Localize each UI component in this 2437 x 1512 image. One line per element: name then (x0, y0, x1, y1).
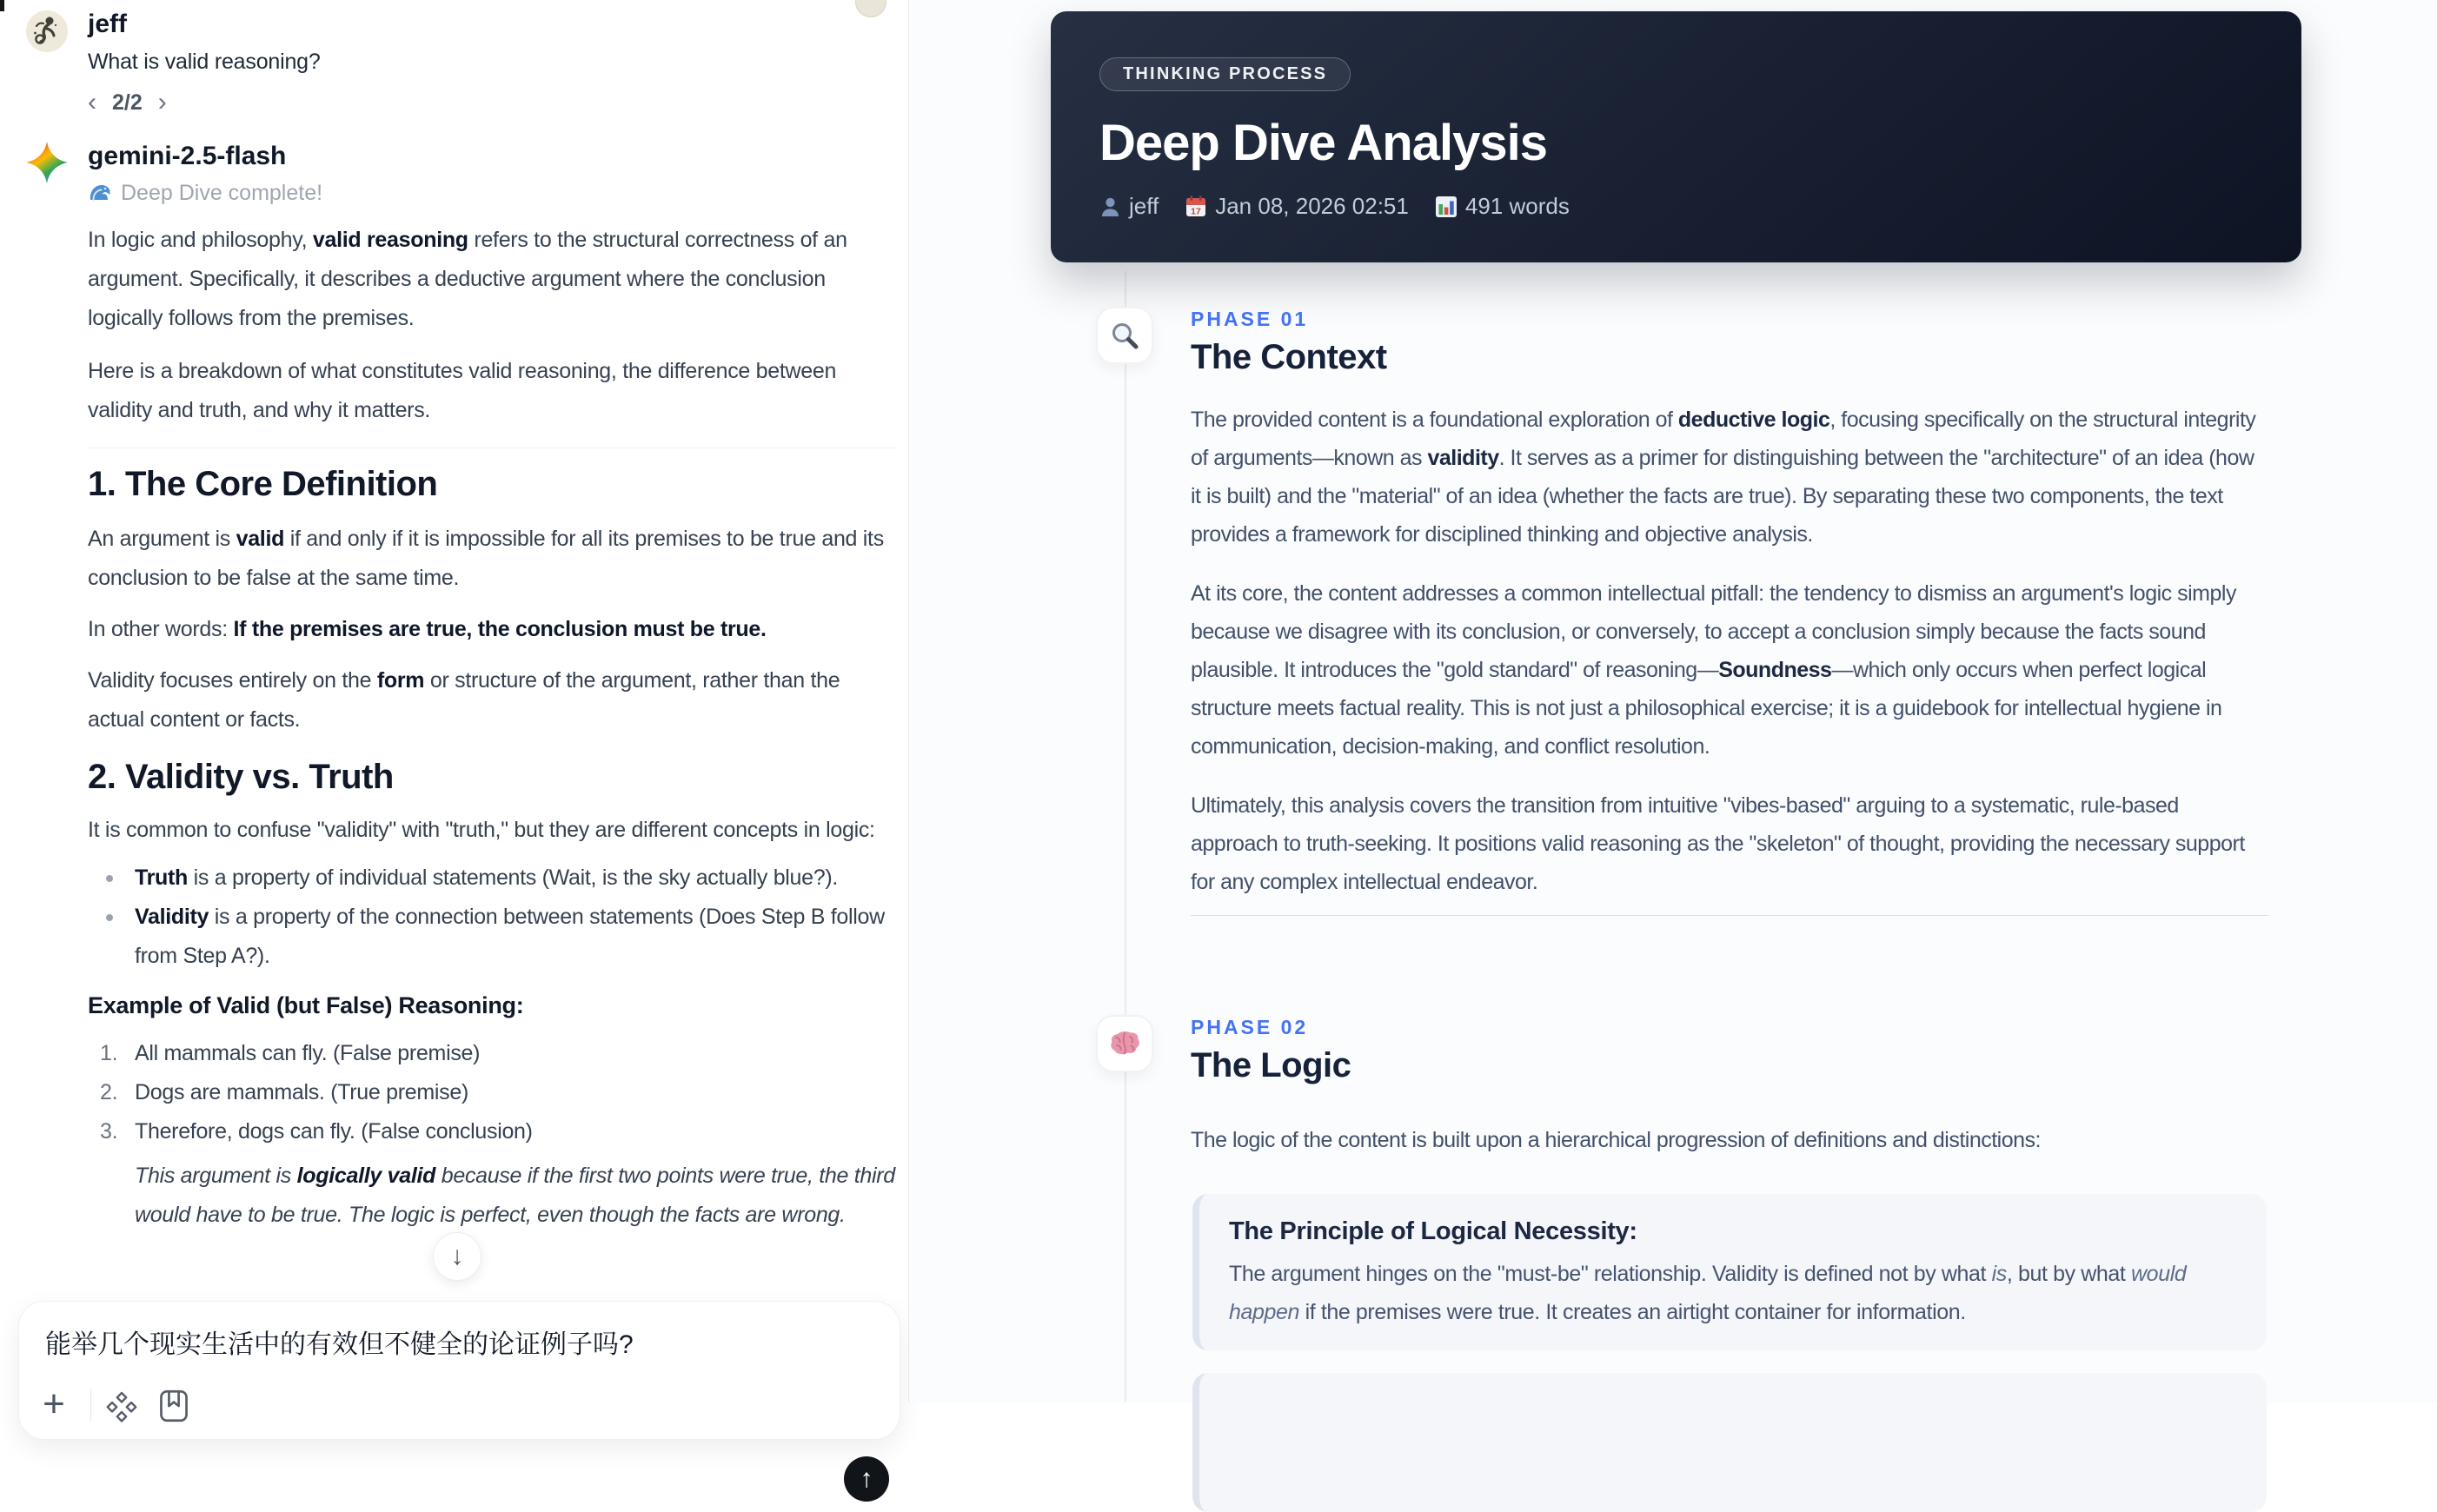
sketch-figure-icon (26, 10, 68, 52)
bullet-dot (106, 875, 113, 882)
italic-note: This argument is logically valid because if the first two points were true, the third would have to be true. The logic is perfect, even though the facts are wrong. (135, 1164, 895, 1227)
model-tools-button[interactable] (104, 1389, 139, 1423)
paragraph: Here is a breakdown of what constitutes valid reasoning, the difference between validity and truth, and why it matters. (88, 359, 837, 422)
list-item: 3. Therefore, dogs can fly. (False conclusion) (100, 1119, 533, 1144)
phase-label: PHASE 01 (1191, 308, 1309, 330)
phase-section-2 (910, 1015, 2437, 1512)
callout-title: The Principle of Logical Necessity: (1229, 1217, 1637, 1245)
chart-icon (1435, 196, 1458, 218)
phase1-content (1191, 307, 2268, 916)
phase-label: PHASE 02 (1191, 1016, 1309, 1038)
composer-input[interactable]: 能举几个现实生活中的有效但不健全的论证例子吗? (45, 1330, 634, 1359)
deep-dive-panel (910, 0, 2437, 1403)
user-icon (1099, 196, 1121, 218)
list-item: 1. All mammals can fly. (False premise) (100, 1041, 481, 1065)
paragraph: Validity focuses entirely on the form or structure of the argument, rather than the actual content or facts. (88, 668, 840, 732)
paragraph: In other words: If the premises are true, the conclusion must be true. (88, 617, 767, 641)
phase2-icon-card (1096, 1015, 1153, 1072)
ordered-list (88, 1034, 896, 1151)
user-message (88, 9, 896, 116)
list-item: Truth is a property of individual statements (Wait, is the sky actually blue?). (88, 859, 896, 898)
toolbar-divider (90, 1389, 91, 1422)
phase-divider (1191, 915, 2268, 916)
phase-title: The Logic (1191, 1046, 1351, 1084)
thinking-process-card (1051, 11, 2301, 262)
paragraph: It is common to confuse "validity" with "truth," but they are different concepts in logic: (88, 818, 875, 842)
gemini-icon (25, 141, 69, 184)
message-pager (88, 89, 896, 116)
bookmark-button[interactable] (156, 1389, 191, 1423)
example-title: Example of Valid (but False) Reasoning: (88, 992, 524, 1018)
paragraph: The provided content is a foundational exploration of deductive logic, focusing specifically on the structural integrity of arguments—known as validity. It serves as a primer for distinguishing between the "architecture" of an idea (how it is built) and the "material" of an idea (whether the facts are true). By separating these two components, the text provides a framework for disciplined thinking and objective analysis. (1191, 408, 2256, 547)
author-meta: jeff (1099, 193, 1159, 220)
status-line (88, 177, 896, 209)
edge-artifact (0, 0, 4, 11)
svg-text:17: 17 (1191, 206, 1202, 217)
message-composer[interactable] (18, 1301, 900, 1493)
calendar-icon (1185, 195, 1207, 218)
user-avatar (26, 10, 68, 52)
next-page-button[interactable]: › (157, 88, 167, 116)
callout-box-clipped (1192, 1373, 2267, 1512)
document-meta (1099, 193, 2253, 220)
callout-box (1192, 1194, 2267, 1350)
date-meta: 17 Jan 08, 2026 02:51 (1185, 193, 1409, 220)
paragraph: The logic of the content is built upon a hierarchical progression of definitions and distinctions: (1191, 1128, 2041, 1152)
page-title: Deep Dive Analysis (1099, 115, 1547, 171)
chat-messages (88, 9, 896, 1235)
paragraph: An argument is valid if and only if it is impossible for all its premises to be true and its conclusion to be false at the same time. (88, 527, 884, 590)
paragraph: At its core, the content addresses a common intellectual pitfall: the tendency to dismiss an argument's logic simply because we disagree with its conclusion, or conversely, to accept a conclusion simply because the facts sound plausible. It introduces the "gold standard" of reasoning—Soundness—which only occurs when perfect logical structure meets factual reality. This is not just a philosophical exercise; it is a guidebook for intellectual hygiene in communication, decision-making, and conflict resolution. (1191, 581, 2236, 759)
composer-toolbar (19, 1382, 900, 1493)
phase-title: The Context (1191, 338, 1387, 376)
plus-icon: + (43, 1383, 65, 1425)
page-indicator: 2/2 (112, 90, 143, 115)
section-heading: 1. The Core Definition (88, 465, 438, 503)
list-item: 2. Dogs are mammals. (True premise) (100, 1080, 469, 1104)
chat-panel (0, 0, 909, 1493)
send-button[interactable] (844, 1456, 889, 1502)
user-message-text: What is valid reasoning? (88, 50, 321, 74)
arrow-down-icon: ↓ (450, 1242, 464, 1270)
wordcount-meta: 491 words (1435, 193, 1570, 220)
arrow-up-icon: ↑ (860, 1464, 873, 1493)
phase1-icon-card (1096, 307, 1153, 364)
diamonds-icon (106, 1390, 137, 1422)
bullet-dot (106, 914, 113, 921)
model-name: gemini-2.5-flash (88, 142, 287, 170)
prev-page-button[interactable]: ‹ (88, 88, 96, 116)
attach-button[interactable] (31, 1382, 76, 1427)
phase-section-1 (910, 307, 2437, 916)
magnifier-icon (1110, 321, 1139, 350)
wave-icon (88, 181, 112, 205)
bullet-list (88, 859, 896, 976)
list-item: Validity is a property of the connection between statements (Does Step B follow from Step A?). (88, 898, 896, 976)
section-heading: 2. Validity vs. Truth (88, 758, 394, 796)
assistant-message (88, 141, 896, 1235)
user-name: jeff (88, 10, 127, 38)
phase2-content (1191, 1015, 2268, 1512)
brain-icon (1109, 1029, 1140, 1058)
callout-body: The argument hinges on the "must-be" relationship. Validity is defined not by what is, but by what would happen if the premises were true. It creates an airtight container for information. (1229, 1262, 2187, 1324)
status-text: Deep Dive complete! (121, 181, 323, 205)
thinking-process-badge: THINKING PROCESS (1099, 57, 1351, 91)
bookmark-icon (159, 1389, 189, 1422)
scroll-to-bottom-button[interactable] (433, 1232, 481, 1281)
paragraph: In logic and philosophy, valid reasoning refers to the structural correctness of an argument. Specifically, it describes a deductive argument where the conclusion logically follows from the premises. (88, 228, 847, 330)
paragraph: Ultimately, this analysis covers the transition from intuitive "vibes-based" arguing to a systematic, rule-based approach to truth-seeking. It positions valid reasoning as the "skeleton" of thought, providing the necessary support for any complex intellectual endeavor. (1191, 793, 2245, 894)
